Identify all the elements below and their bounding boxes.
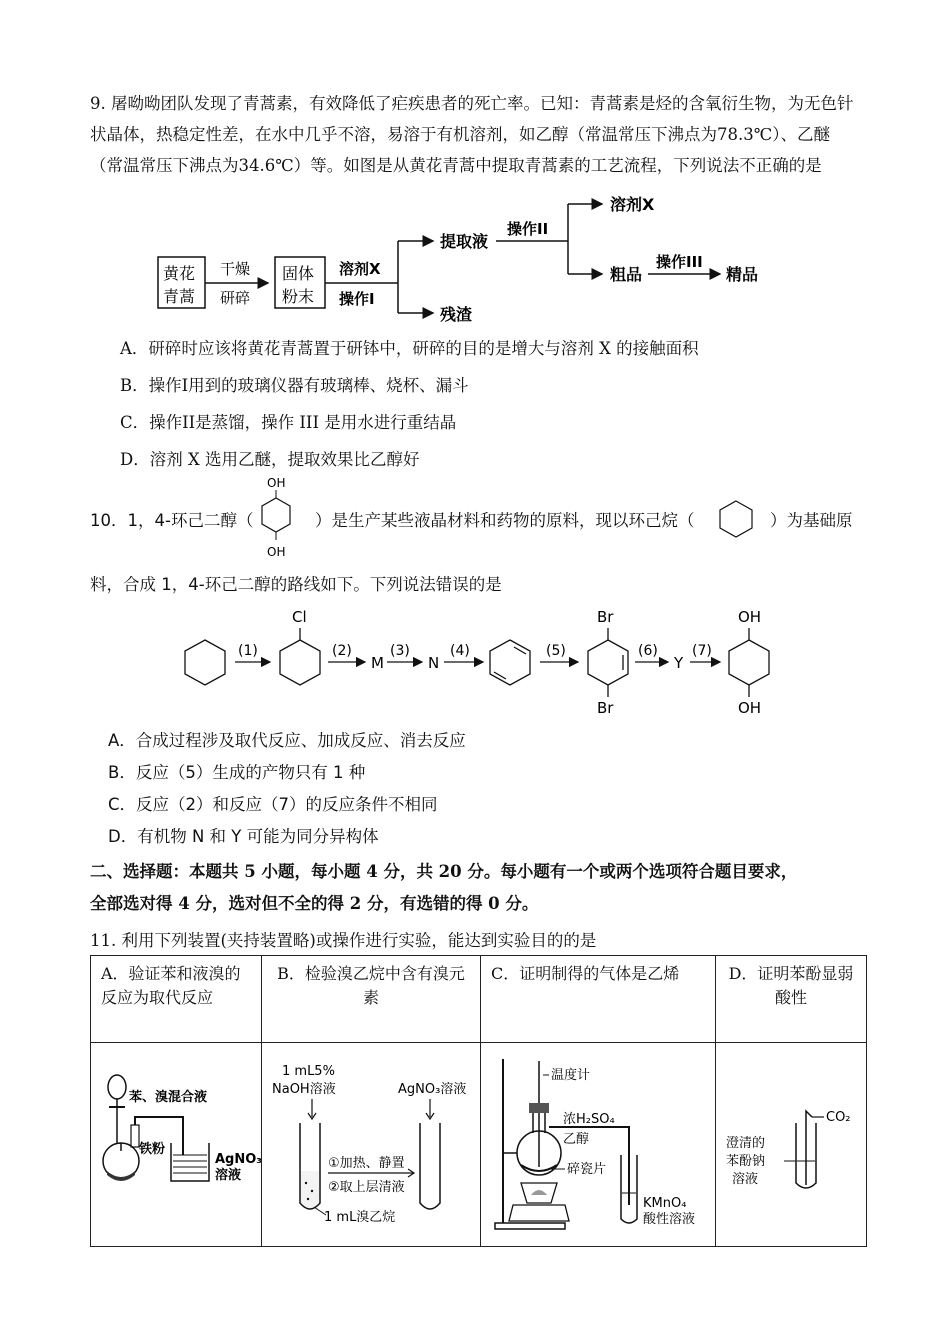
label-agno3: AgNO₃ (215, 1152, 261, 1167)
q10-option-d: D．有机物 N 和 Y 可能为同分异构体 (108, 827, 379, 846)
scheme-cyclohexadiene (490, 640, 530, 685)
scheme-step6: (6) (638, 643, 658, 659)
label-solution: 溶液 (732, 1172, 759, 1187)
q10-option-c: C．反应（2）和反应（7）的反应条件不相同 (108, 795, 438, 814)
flow-arrow2-top: 溶剂X (339, 260, 381, 278)
diol-oh-top: OH (267, 476, 286, 490)
option-b-apparatus (262, 1043, 481, 1247)
flow-op2: 操作II (507, 220, 549, 238)
q10-stem-part1: 10．1，4-环己二醇（ (90, 511, 254, 530)
flow-extract: 提取液 (440, 232, 489, 251)
q10-stem-line2: 料，合成 1，4-环己二醇的路线如下。下列说法错误的是 (90, 575, 502, 594)
scheme-cyclohexane (185, 640, 225, 685)
scheme-oh-top: OH (738, 608, 762, 626)
label-conc-h2so4: 浓H₂SO₄ (563, 1112, 615, 1127)
label-naoh-solution: NaOH溶液 (272, 1082, 336, 1097)
scheme-step5: (5) (546, 643, 566, 659)
section2-heading-line1: 二、选择题：本题共 5 小题，每小题 4 分，共 20 分。每小题有一个或两个选项符合题目要求， (90, 862, 798, 881)
flow-residue: 残渣 (440, 305, 473, 324)
flow-fine: 精品 (726, 265, 759, 284)
flow-arrow2-bottom: 操作I (339, 290, 375, 308)
label-thermometer: 温度计 (551, 1068, 591, 1083)
option-a-header: A．验证苯和液溴的反应为取代反应 (91, 956, 262, 1043)
label-agno3-solution: 溶液 (215, 1168, 242, 1183)
q9-option-d: D．溶剂 X 选用乙醚，提取效果比乙醇好 (120, 450, 420, 469)
scheme-y: Y (674, 654, 684, 672)
q10-option-a: A．合成过程涉及取代反应、加成反应、消去反应 (108, 731, 466, 750)
scheme-m: M (371, 654, 384, 672)
label-acidic-solution: 酸性溶液 (643, 1212, 696, 1227)
scheme-br-bottom: Br (597, 699, 614, 717)
flow-solventx: 溶剂X (610, 195, 655, 214)
q10-stem-part3: ）为基础原 (770, 511, 853, 530)
scheme-step3: (3) (390, 643, 410, 659)
cyclohexane-inline (714, 498, 758, 540)
scheme-oh-bottom: OH (738, 699, 762, 717)
diol-oh-bottom: OH (267, 545, 286, 559)
label-iron-powder: 铁粉 (139, 1142, 166, 1157)
label-kmno4: KMnO₄ (643, 1196, 687, 1211)
flow-crude: 粗品 (610, 265, 643, 284)
scheme-n: N (428, 654, 440, 672)
scheme-cyclohexanediol (729, 640, 769, 685)
q10-stem-part2: ）是生产某些液晶材料和药物的原料，现以环己烷（ (315, 511, 695, 530)
q9-stem: 9. 屠呦呦团队发现了青蒿素，有效降低了疟疾患者的死亡率。已知：青蒿素是烃的含氧衍生物，为无色针状晶体，热稳定性差，在水中几乎不溶，易溶于有机溶剂，如乙醇（常温常压下沸点为78.3℃）、乙醚（常温常压下沸点为34.6℃）等。如图是从黄花青蒿中提取青蒿素的工艺流程，下列说法不正确的是 (90, 94, 854, 175)
table-image-row (91, 1043, 867, 1247)
flow-arrow1-bottom: 研碎 (220, 289, 251, 307)
q11-stem: 11. 利用下列装置(夹持装置略)或操作进行实验，能达到实验目的的是 (90, 931, 597, 950)
diol-structure-inline (255, 474, 305, 562)
section2-heading-line2: 全部选对得 4 分，选对但不全的得 2 分，有选错的得 0 分。 (90, 894, 539, 913)
scheme-dibromocyclohexene (588, 640, 628, 685)
label-naoh-volume: 1 mL5% (282, 1064, 335, 1079)
option-d-apparatus (716, 1043, 867, 1247)
scheme-cl: Cl (292, 608, 307, 626)
option-c-header: C．证明制得的气体是乙烯 (481, 956, 716, 1043)
label-take-upper: ②取上层清液 (328, 1180, 405, 1195)
scheme-chlorocyclohexane (280, 640, 320, 685)
q9-flow-diagram (150, 190, 800, 330)
q10-synthesis-scheme (180, 600, 780, 720)
option-c-apparatus (481, 1043, 716, 1247)
table-header-row (91, 956, 867, 1043)
scheme-step2: (2) (332, 643, 352, 659)
label-sodium-phenoxide: 苯酚钠 (726, 1154, 766, 1169)
flow-box2-line1: 固体 (282, 264, 315, 283)
scheme-step1: (1) (238, 643, 258, 659)
q9-option-c: C．操作II是蒸馏，操作 III 是用水进行重结晶 (120, 413, 457, 432)
flow-box2-line2: 粉末 (282, 287, 315, 306)
label-co2: CO₂ (826, 1110, 851, 1125)
scheme-step7: (7) (692, 643, 712, 659)
flow-box1-line2: 青蒿 (163, 287, 196, 306)
apparatus-b-drawing (262, 1043, 480, 1239)
label-bromoethane: 1 mL溴乙烷 (324, 1210, 396, 1225)
label-heat-settle: ①加热、静置 (328, 1156, 405, 1171)
label-ethanol: 乙醇 (563, 1132, 590, 1147)
apparatus-a-drawing (91, 1043, 261, 1239)
label-benzene-bromine: 苯、溴混合液 (129, 1090, 208, 1105)
apparatus-d-drawing (716, 1043, 866, 1239)
q9-option-b: B．操作I用到的玻璃仪器有玻璃棒、烧杯、漏斗 (120, 376, 469, 395)
q9-option-a: A．研碎时应该将黄花青蒿置于研钵中，研碎的目的是增大与溶剂 X 的接触面积 (120, 339, 699, 358)
option-b-header: B．检验溴乙烷中含有溴元素 (262, 956, 481, 1043)
option-d-header: D．证明苯酚显弱酸性 (716, 956, 867, 1043)
scheme-br-top: Br (597, 608, 614, 626)
scheme-step4: (4) (450, 643, 470, 659)
flow-op3: 操作III (656, 253, 703, 271)
apparatus-c-drawing (481, 1043, 715, 1239)
option-a-apparatus (91, 1043, 262, 1247)
flow-arrow1-top: 干燥 (220, 260, 251, 278)
flow-box1-line1: 黄花 (163, 264, 196, 283)
label-clear: 澄清的 (726, 1136, 766, 1151)
q11-options-table (90, 955, 867, 1247)
q10-option-b: B．反应（5）生成的产物只有 1 种 (108, 763, 366, 782)
label-agno3-dropper: AgNO₃溶液 (398, 1082, 467, 1097)
label-porcelain-chips: 碎瓷片 (567, 1162, 607, 1177)
